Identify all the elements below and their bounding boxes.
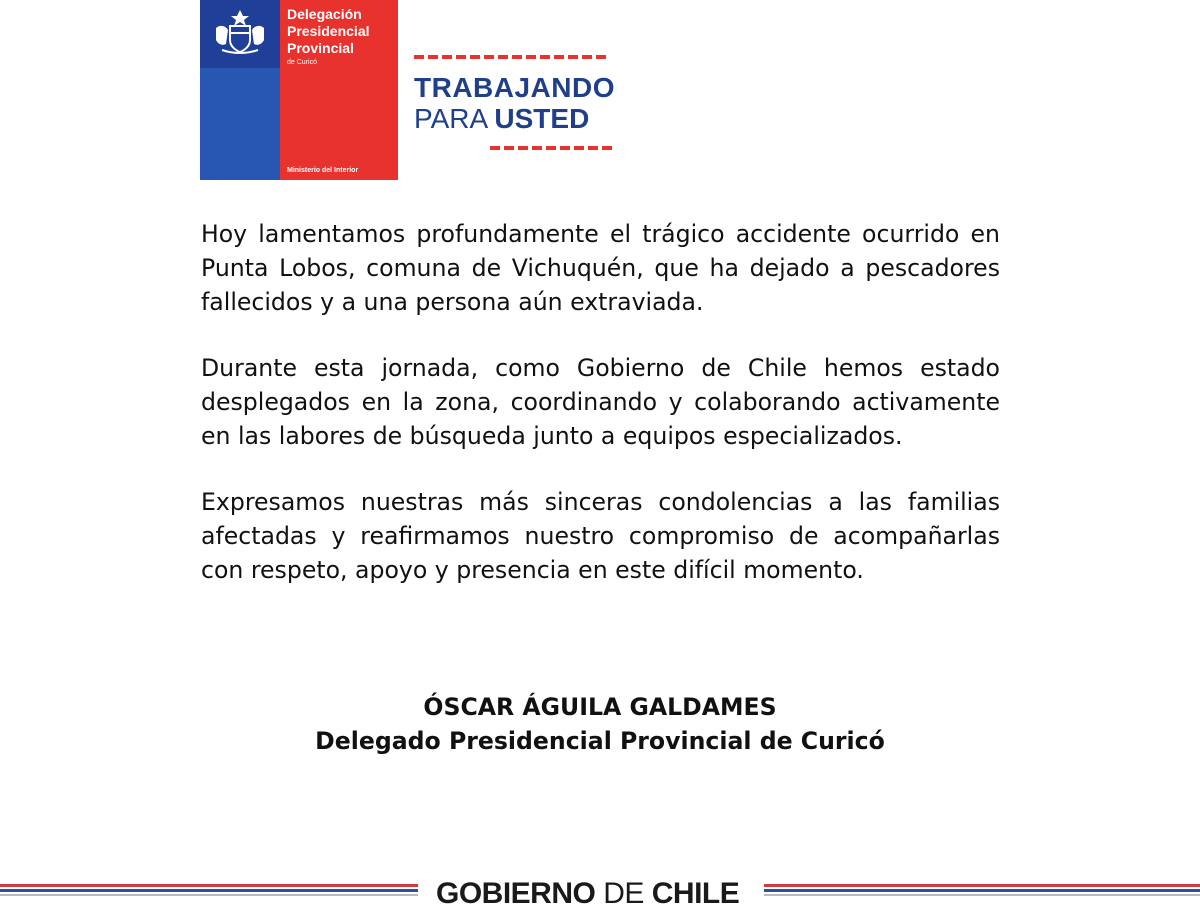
logo-blue-block [200, 0, 280, 68]
paragraph-3: Expresamos nuestras más sinceras condolencias a las familias afectadas y reafirmamos nuestro compromiso de acompañarlas con respeto, apoyo y presencia en este difícil momento. [201, 488, 1000, 584]
footer-word-de: DE [603, 877, 644, 910]
footer [0, 872, 1200, 915]
paragraph-1: Hoy lamentamos profundamente el trágico accidente ocurrido en Punta Lobos, comuna de Vichuquén, que ha dejado a pescadores fallecidos y a una persona aún extraviada. [201, 220, 1000, 316]
signatory-role: Delegado Presidencial Provincial de Curicó [315, 727, 885, 755]
logo-title-line1: Delegación [287, 6, 362, 22]
slogan-dashes-bottom [490, 146, 614, 150]
logo-red-panel [280, 0, 398, 180]
logo-blue-lower-block [200, 68, 280, 180]
slogan-line2 [414, 103, 614, 135]
slogan [414, 44, 614, 154]
logo-subtitle: de Curicó [287, 59, 317, 66]
paragraph-2: Durante esta jornada, como Gobierno de Chile hemos estado desplegados en la zona, coordinando y colaborando activamente en las labores de búsqueda junto a equipos especializados. [201, 354, 1000, 450]
footer-stripes-right [764, 884, 1200, 896]
logo-left-panel [200, 0, 280, 180]
logo-ministry: Ministerio del Interior [287, 167, 359, 174]
logo-title-line2: Presidencial [287, 23, 370, 39]
footer-stripes-left [0, 884, 418, 896]
logo-title-line3: Provincial [287, 40, 354, 56]
signature-block [200, 690, 1000, 758]
slogan-dashes-top [414, 55, 610, 59]
slogan-line2-regular: PARA [414, 103, 487, 134]
footer-word-chile: CHILE [651, 877, 740, 910]
chile-coat-of-arms-icon [208, 6, 272, 58]
slogan-line2-bold: USTED [494, 103, 590, 134]
footer-gobierno-de-chile [436, 876, 739, 912]
footer-word-gobierno: GOBIERNO [436, 877, 596, 910]
slogan-line1: TRABAJANDO [414, 72, 615, 103]
signatory-name: ÓSCAR ÁGUILA GALDAMES [423, 693, 777, 721]
statement-body [201, 217, 1000, 619]
delegacion-logo [200, 0, 398, 180]
